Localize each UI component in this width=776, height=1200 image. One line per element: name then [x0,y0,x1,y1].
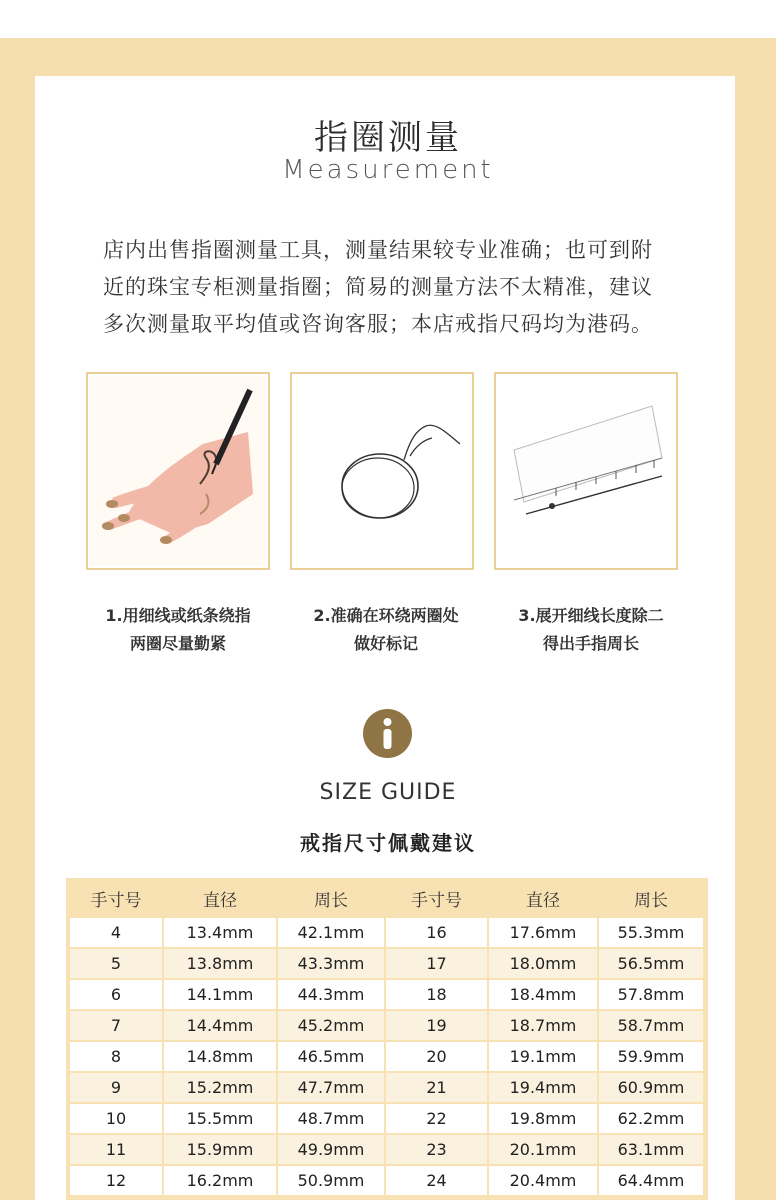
column-header: 手寸号 [70,880,162,916]
table-row [70,1104,703,1133]
table-cell: 50.9mm [278,1166,384,1195]
table-cell: 56.5mm [599,949,703,978]
table-cell: 19 [386,1011,487,1040]
page-subtitle: Measurement [282,155,494,185]
table-cell: 48.7mm [278,1104,384,1133]
table-cell: 23 [386,1135,487,1164]
hand-thread-icon [88,374,268,568]
table-cell: 11 [70,1135,162,1164]
table-cell: 9 [70,1073,162,1102]
table-cell: 49.9mm [278,1135,384,1164]
intro-paragraph [103,232,683,343]
table-cell: 5 [70,949,162,978]
table-row [70,1011,703,1040]
table-cell: 55.3mm [599,918,703,947]
table-cell: 24 [386,1166,487,1195]
table-cell: 12 [70,1166,162,1195]
table-cell: 17.6mm [489,918,597,947]
step-1-illustration [86,372,270,570]
step-1-caption [78,602,278,658]
table-row [70,949,703,978]
table-cell: 8 [70,1042,162,1071]
intro-line: 近的珠宝专柜测量指圈；简易的测量方法不太精准，建议 [103,275,653,299]
page-title: 指圈测量 [314,118,462,158]
table-cell: 22 [386,1104,487,1133]
table-cell: 20.1mm [489,1135,597,1164]
table-cell: 42.1mm [278,918,384,947]
step-3-caption [491,602,691,658]
table-cell: 15.9mm [164,1135,276,1164]
table-cell: 44.3mm [278,980,384,1009]
step-caption-line: 2.准确在环绕两圈处 [313,606,459,625]
table-cell: 59.9mm [599,1042,703,1071]
table-cell: 17 [386,949,487,978]
table-cell: 20.4mm [489,1166,597,1195]
step-caption-line: 3.展开细线长度除二 [518,606,664,625]
step-3-illustration [494,372,678,570]
table-cell: 60.9mm [599,1073,703,1102]
table-row [70,1166,703,1195]
table-header-row [70,880,703,916]
step-2-caption [286,602,486,658]
intro-line: 多次测量取平均值或咨询客服；本店戒指尺码均为港码。 [103,312,653,336]
table-cell: 15.5mm [164,1104,276,1133]
table-cell: 10 [70,1104,162,1133]
table-cell: 47.7mm [278,1073,384,1102]
column-header: 周长 [278,880,384,916]
table-cell: 21 [386,1073,487,1102]
table-cell: 7 [70,1011,162,1040]
table-cell: 14.8mm [164,1042,276,1071]
step-caption-line: 1.用细线或纸条绕指 [105,606,251,625]
table-row [70,1135,703,1164]
table-cell: 19.8mm [489,1104,597,1133]
table-cell: 43.3mm [278,949,384,978]
table-row [70,1042,703,1071]
table-cell: 16 [386,918,487,947]
table-cell: 4 [70,918,162,947]
thread-loop-icon [292,374,472,568]
table-cell: 62.2mm [599,1104,703,1133]
info-icon [363,709,412,758]
table-cell: 20 [386,1042,487,1071]
table-cell: 63.1mm [599,1135,703,1164]
table-cell: 46.5mm [278,1042,384,1071]
size-table [66,878,708,1200]
table-cell: 58.7mm [599,1011,703,1040]
table-cell: 57.8mm [599,980,703,1009]
intro-line: 店内出售指圈测量工具，测量结果较专业准确；也可到附 [103,238,653,262]
step-2-illustration [290,372,474,570]
size-guide-heading: SIZE GUIDE [319,780,457,805]
table-row [70,980,703,1009]
table-cell: 16.2mm [164,1166,276,1195]
table-cell: 15.2mm [164,1073,276,1102]
table-cell: 14.1mm [164,980,276,1009]
column-header: 周长 [599,880,703,916]
table-cell: 18 [386,980,487,1009]
table-cell: 18.4mm [489,980,597,1009]
table-row [70,1073,703,1102]
column-header: 直径 [489,880,597,916]
ruler-icon [496,374,676,568]
table-cell: 13.4mm [164,918,276,947]
table-cell: 19.4mm [489,1073,597,1102]
step-caption-line: 做好标记 [353,634,418,653]
column-header: 直径 [164,880,276,916]
table-cell: 64.4mm [599,1166,703,1195]
step-caption-line: 两圈尽量勤紧 [129,634,226,653]
table-cell: 18.7mm [489,1011,597,1040]
table-cell: 14.4mm [164,1011,276,1040]
table-cell: 13.8mm [164,949,276,978]
table-cell: 6 [70,980,162,1009]
table-row [70,918,703,947]
size-guide-subtitle: 戒指尺寸佩戴建议 [300,831,476,855]
column-header: 手寸号 [386,880,487,916]
table-cell: 45.2mm [278,1011,384,1040]
step-caption-line: 得出手指周长 [542,634,639,653]
table-cell: 19.1mm [489,1042,597,1071]
table-cell: 18.0mm [489,949,597,978]
